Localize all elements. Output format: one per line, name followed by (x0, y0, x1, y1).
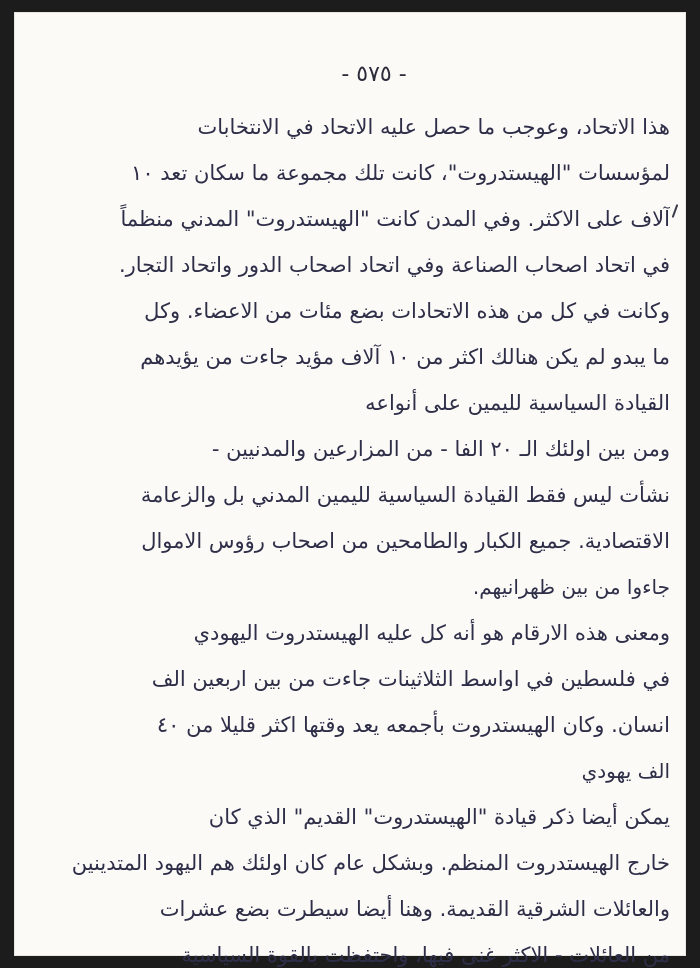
text-line: يمكن أيضا ذكر قيادة "الهيستدروت" القديم" الذي كان (208, 805, 670, 829)
text-line: والعائلات الشرقية القديمة. وهنا أيضا سيطرت بضع عشرات (159, 897, 670, 921)
text-line: ومن بين اولئك الـ ٢٠ الفا - من المزارعين والمدنيين - (211, 437, 670, 461)
text-line: جاءوا من بين ظهرانيهم. (472, 575, 670, 599)
text-line: ومعنى هذه الارقام هو أنه كل عليه الهيستدروت اليهودي (193, 621, 670, 645)
text-line: انسان. وكان الهيستدروت بأجمعه يعد وقتها اكثر قليلا من ٤٠ (156, 713, 670, 737)
text-line: لمؤسسات "الهيستدروت"، كانت تلك مجموعة ما سكان تعد ١٠ (131, 161, 670, 185)
text-line: نشأت ليس فقط القيادة السياسية لليمين المدني بل والزعامة (140, 483, 670, 507)
text-line: وكانت في كل من هذه الاتحادات بضع مئات من الاعضاء. وكل (144, 299, 670, 323)
text-line: الف يهودي (581, 759, 670, 783)
text-line: القيادة السياسية لليمين على أنواعه (365, 391, 670, 415)
text-line: خارج الهيستدروت المنظم. وبشكل عام كان اولئك هم اليهود المتدينين (71, 851, 670, 875)
text-line: الاقتصادية. جميع الكبار والطامحين من اصحاب رؤوس الاموال (141, 529, 670, 553)
text-line: من العائلات - الاكثر غنى فيها، واحتفظت بالقوة السياسية (181, 943, 670, 967)
text-line: ما يبدو لم يكن هنالك اكثر من ١٠ آلاف مؤيد جاءت من يؤيدهم (140, 345, 670, 369)
margin-mark (672, 204, 679, 218)
text-line: في اتحاد اصحاب الصناعة وفي اتحاد اصحاب الدور واتحاد التجار. (118, 253, 670, 277)
text-line: آلاف على الاكثر. وفي المدن كانت "الهيستدروت" المدني منظماً (120, 207, 670, 231)
text-line: هذا الاتحاد، وعوجب ما حصل عليه الاتحاد في الانتخابات (197, 115, 670, 139)
text-line: في فلسطين في اواسط الثلاثينات جاءت من بين اربعين الف (151, 667, 670, 691)
manuscript-page (14, 12, 686, 967)
page-number: - ٥٧٥ - (341, 62, 407, 87)
handwritten-text-block (50, 104, 670, 978)
